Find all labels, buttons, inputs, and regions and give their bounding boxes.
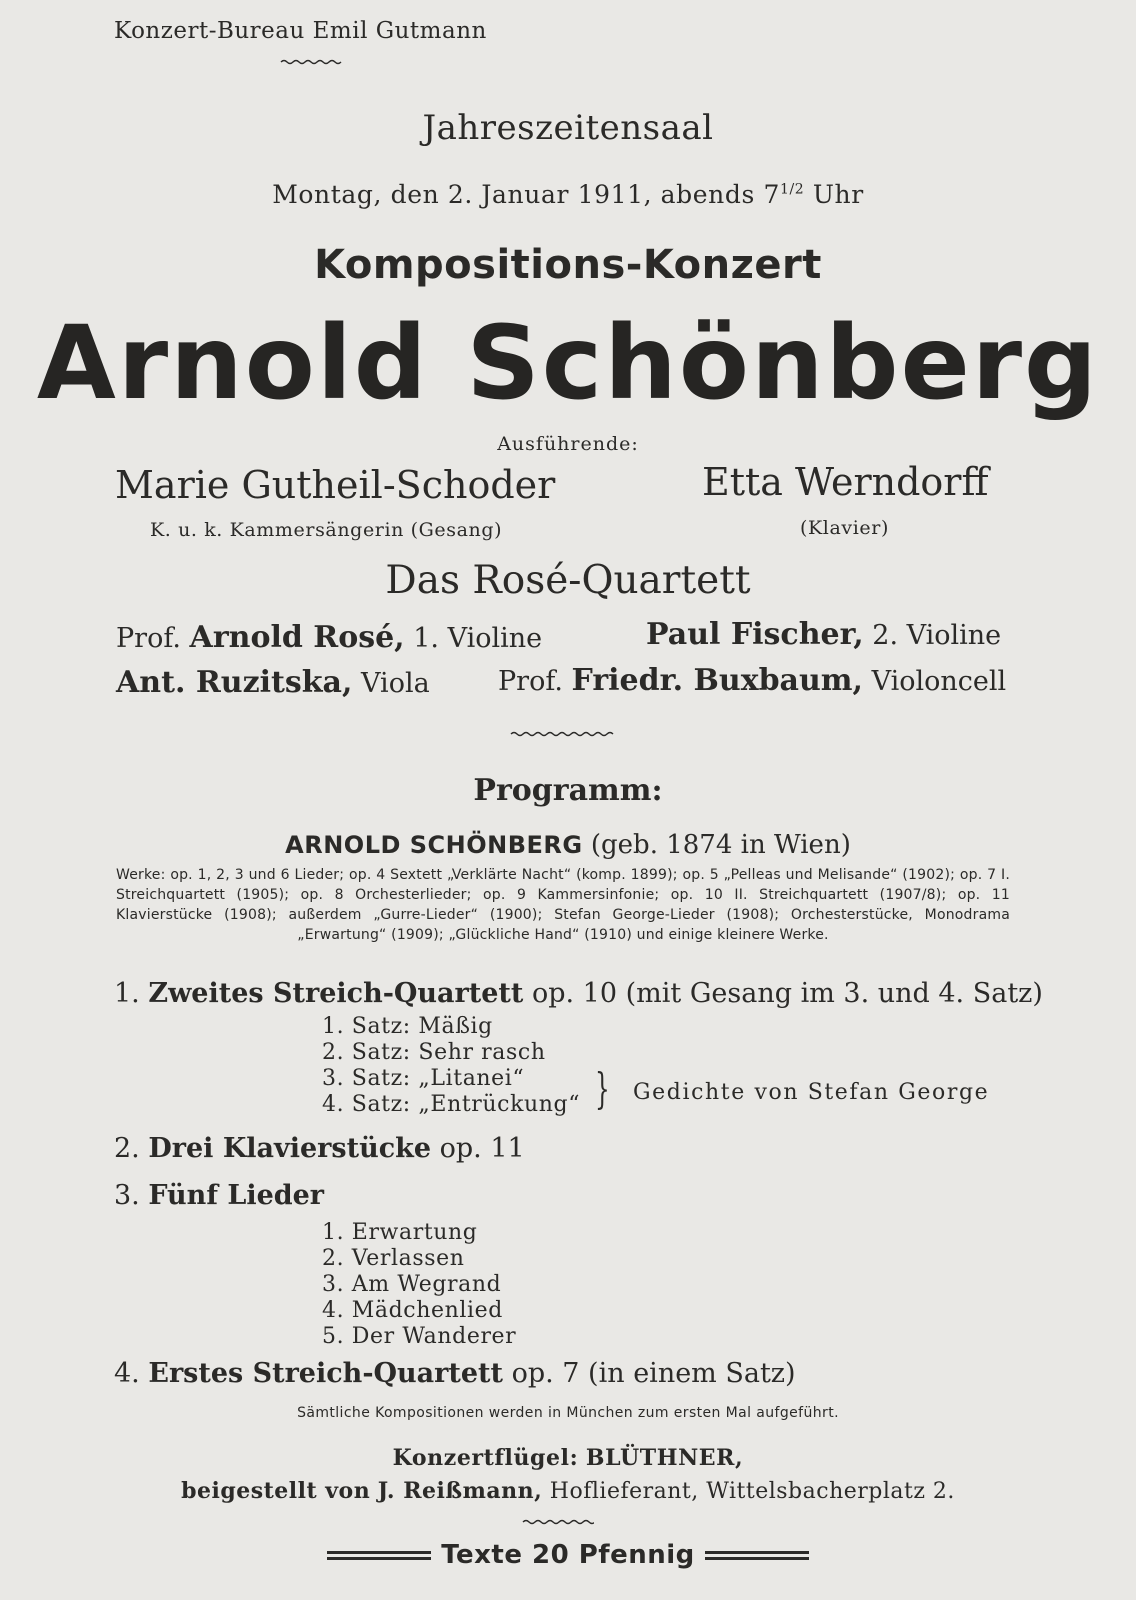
works-text: op. 1, 2, 3 und 6 Lieder; op. 4 Sextett „Verklärte Nacht“ (komp. 1899); op. 5 „Pelleas und Melisande“ (1902); op. 7 I. Streichquartett (1905); op. 8 Orchesterlieder; op. 9 Kammersinfonie; op. 10 II. Streichquartett (1907/8); op. 11 Klavierstücke (1908); außerdem „Gurre-Lieder“ (1900); Stefan George-Lieder (1908); Orchesterstücke, Monodrama „Erwartung“ (1909); „Glückliche Hand“ (1910) und einige kleinere Werke. [116,867,1010,943]
list-item: 1. Satz: Mäßig [322,1014,493,1039]
premiere-note: Sämtliche Kompositionen werden in München zum ersten Mal aufgeführt. [297,1405,839,1421]
list-item: 2. Verlassen [322,1246,465,1271]
pianist-name: Etta Werndorff [702,460,989,504]
double-rule-right [705,1551,809,1560]
piano-credit: Konzertflügel: BLÜTHNER, [392,1445,744,1471]
program-item: 3. Fünf Lieder [114,1180,325,1211]
ornament-squiggle [510,730,614,738]
program-item: 2. Drei Klavierstücke op. 11 [114,1133,525,1164]
ornament-squiggle [280,58,342,66]
bureau-name: Konzert-Bureau Emil Gutmann [114,18,487,44]
program-item: 1. Zweites Streich-Quartett op. 10 (mit Gesang im 3. und 4. Satz) [114,978,1043,1009]
venue-title: Jahreszeitensaal [422,108,714,148]
program-heading: Programm: [473,773,663,808]
brace-glyph: } [595,1064,610,1113]
movements-list [322,1014,580,1118]
list-item: 1. Erwartung [322,1220,478,1245]
date-fraction: 1/2 [779,181,805,198]
double-rule-left [327,1551,431,1560]
quartet-member: Ant. Ruzitska, Viola [116,665,430,700]
price-line [0,1540,1136,1570]
program-item: 4. Erstes Streich-Quartett op. 7 (in einem Satz) [114,1358,796,1389]
piano-supplier: beigestellt von J. Reißmann, Hoflieferant, Wittelsbacherplatz 2. [181,1478,955,1504]
pianist-role: (Klavier) [800,517,889,539]
works-list [116,865,1010,945]
songs-list [322,1220,516,1350]
list-item: 3. Satz: „Litanei“ [322,1066,525,1091]
movements-note: Gedichte von Stefan George [633,1080,990,1105]
works-label: Werke: [116,867,166,883]
concert-date: Montag, den 2. Januar 1911, abends $7^{1/2}$ Uhr [272,180,864,209]
quartet-member: Prof. Arnold Rosé, 1. Violine [116,620,543,655]
ornament-squiggle [522,1518,594,1526]
composer-name: Arnold Schönberg [36,304,1100,423]
singer-name: Marie Gutheil-Schoder [115,463,556,507]
list-item: 2. Satz: Sehr rasch [322,1040,546,1065]
program-composer: ARNOLD SCHÖNBERG (geb. 1874 in Wien) [285,830,851,860]
list-item: 5. Der Wanderer [322,1324,517,1349]
list-item: 4. Mädchenlied [322,1298,503,1323]
concert-type: Kompositions-Konzert [314,242,822,288]
performers-label: Ausführende: [497,433,639,455]
singer-role: K. u. k. Kammersängerin (Gesang) [150,519,503,541]
quartet-member: Prof. Friedr. Buxbaum, Violoncell [498,663,1007,698]
price-text: Texte 20 Pfennig [441,1540,695,1570]
list-item: 4. Satz: „Entrückung“ [322,1092,581,1117]
list-item: 3. Am Wegrand [322,1272,502,1297]
quartet-member: Paul Fischer, 2. Violine [646,617,1002,652]
quartet-name: Das Rosé-Quartett [385,558,751,603]
